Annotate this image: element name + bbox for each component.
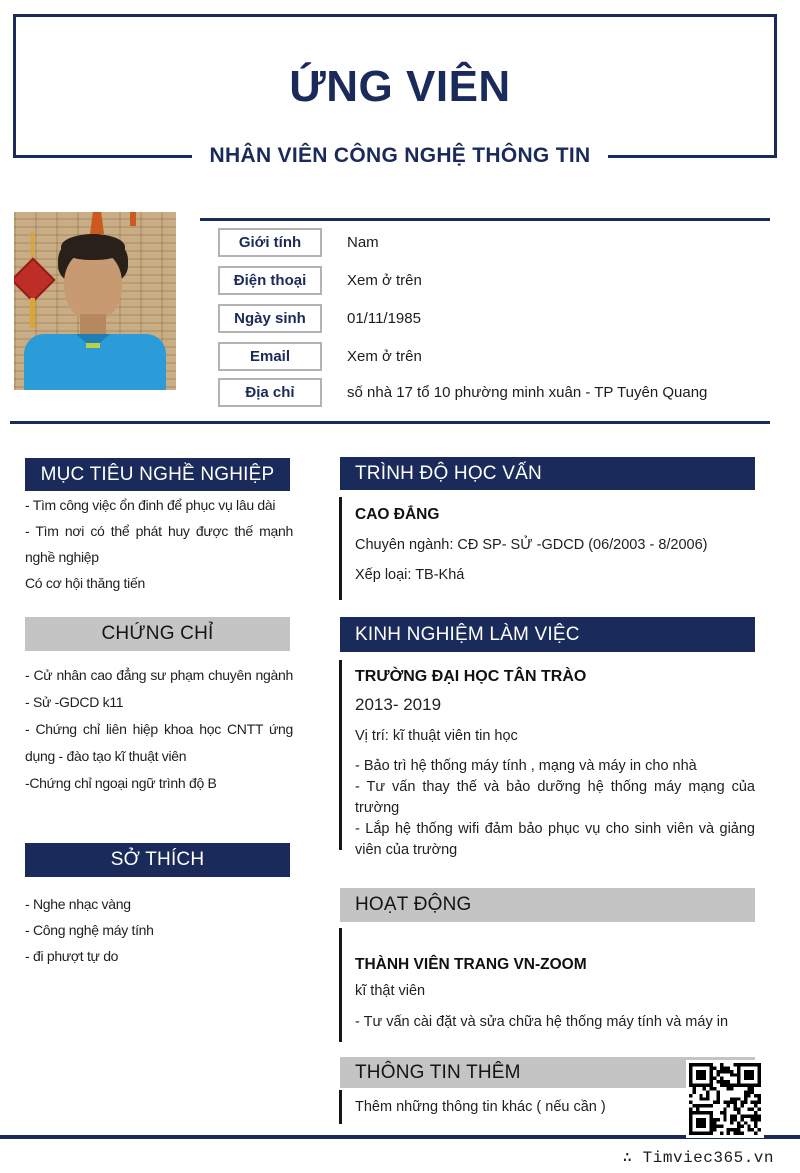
gender-label-chip: Giới tính: [218, 228, 322, 257]
page-title: ỨNG VIÊN: [289, 62, 511, 111]
person-collar-accent: [86, 343, 100, 348]
experience-duty: - Tư vấn thay thế và bảo dưỡng hệ thống máy mạng của trường: [355, 779, 755, 816]
hobbies-text: [25, 891, 293, 969]
footer-rule: [0, 1135, 800, 1139]
education-grade: Xếp loại: TB-Khá: [355, 567, 465, 583]
photo-decor-top-tassel-2: [130, 212, 136, 226]
brand-watermark: ∴ Timviec365.vn: [622, 1149, 774, 1167]
section-header-activities: HOẠT ĐỘNG: [340, 888, 755, 922]
objective-line: Có cơ hội thăng tiến: [25, 575, 145, 591]
person-hair-fringe: [61, 234, 125, 260]
phone-value: Xem ở trên: [347, 272, 422, 289]
contact-row-birthdate: [218, 304, 778, 333]
certificate-line: - Cử nhân cao đẳng sư phạm chuyên ngành - Sử -GDCD k11: [25, 667, 293, 710]
activities-block: [339, 928, 755, 1042]
experience-duty: - Lắp hệ thống wifi đảm bảo phục vụ cho sinh viên và giảng viên của trường: [355, 821, 755, 858]
birthdate-value: 01/11/1985: [347, 310, 421, 327]
activities-org: THÀNH VIÊN TRANG VN-ZOOM: [355, 956, 587, 973]
photo-decor-tassel: [30, 298, 35, 328]
education-major: Chuyên ngành: CĐ SP- SỬ -GDCD (06/2003 - 8/2006): [355, 537, 708, 553]
certificate-line: -Chứng chỉ ngoại ngữ trình độ B: [25, 775, 217, 791]
experience-block: [339, 660, 755, 858]
activities-duties: [355, 1014, 755, 1030]
email-label-chip: Email: [218, 342, 322, 371]
education-degree: CAO ĐẲNG: [355, 506, 440, 523]
person-face: [64, 250, 122, 322]
job-title: NHÂN VIÊN CÔNG NGHỆ THÔNG TIN: [192, 144, 609, 168]
birthdate-label-chip: Ngày sinh: [218, 304, 322, 333]
section-header-education: TRÌNH ĐỘ HỌC VẤN: [340, 457, 755, 490]
photo-decor-top-tassel: [90, 212, 104, 234]
contact-top-rule: [200, 218, 770, 221]
more-info-text: Thêm những thông tin khác ( nếu cần ): [355, 1099, 606, 1115]
activities-duty: - Tư vấn cài đặt và sửa chữa hệ thống máy tính và máy in: [355, 1014, 729, 1030]
education-block: [339, 497, 755, 600]
section-header-experience: KINH NGHIỆM LÀM VIỆC: [340, 617, 755, 652]
email-value: Xem ở trên: [347, 348, 422, 365]
objective-text: [25, 492, 293, 596]
experience-period: 2013- 2019: [355, 695, 442, 714]
section-header-more-info: THÔNG TIN THÊM: [340, 1057, 755, 1088]
activities-role: kĩ thật viên: [355, 983, 426, 999]
gender-value: Nam: [347, 234, 379, 251]
objective-line: - Tìm công việc ổn đinh để phục vụ lâu dài: [25, 497, 276, 513]
contact-row-address: [218, 378, 778, 407]
hobby-line: - đi phượt tự do: [25, 948, 119, 964]
hobby-line: - Công nghệ máy tính: [25, 922, 154, 938]
address-value: số nhà 17 tổ 10 phường minh xuân - TP Tuyên Quang: [347, 384, 708, 401]
photo-decor-red-diamond: [14, 257, 56, 302]
objective-line: - Tìm nơi có thể phát huy được thế mạnh nghề nghiệp: [25, 523, 293, 565]
phone-label-chip: Điện thoại: [218, 266, 322, 295]
contact-row-phone: [218, 266, 778, 295]
contact-bottom-rule: [10, 421, 770, 424]
experience-position: Vị trí: kĩ thuật viên tin học: [355, 728, 518, 744]
section-header-hobbies: SỞ THÍCH: [25, 843, 290, 877]
section-header-objective: MỤC TIÊU NGHỀ NGHIỆP: [25, 458, 290, 491]
section-header-certificates: CHỨNG CHỈ: [25, 617, 290, 651]
address-label-chip: Địa chỉ: [218, 378, 322, 407]
experience-duties: [355, 756, 755, 861]
candidate-photo: [14, 212, 176, 390]
certificates-text: [25, 662, 293, 797]
experience-employer: TRƯỜNG ĐẠI HỌC TÂN TRÀO: [355, 668, 587, 685]
qr-code: [686, 1060, 764, 1138]
contact-row-gender: [218, 228, 778, 257]
job-title-row: [0, 144, 800, 168]
certificate-line: - Chứng chỉ liên hiệp khoa học CNTT ứng dụng - đào tạo kĩ thuật viên: [25, 721, 293, 764]
experience-duty: - Bảo trì hệ thống máy tính , mạng và máy in cho nhà: [355, 758, 697, 774]
contact-row-email: [218, 342, 778, 371]
hobby-line: - Nghe nhạc vàng: [25, 896, 131, 912]
